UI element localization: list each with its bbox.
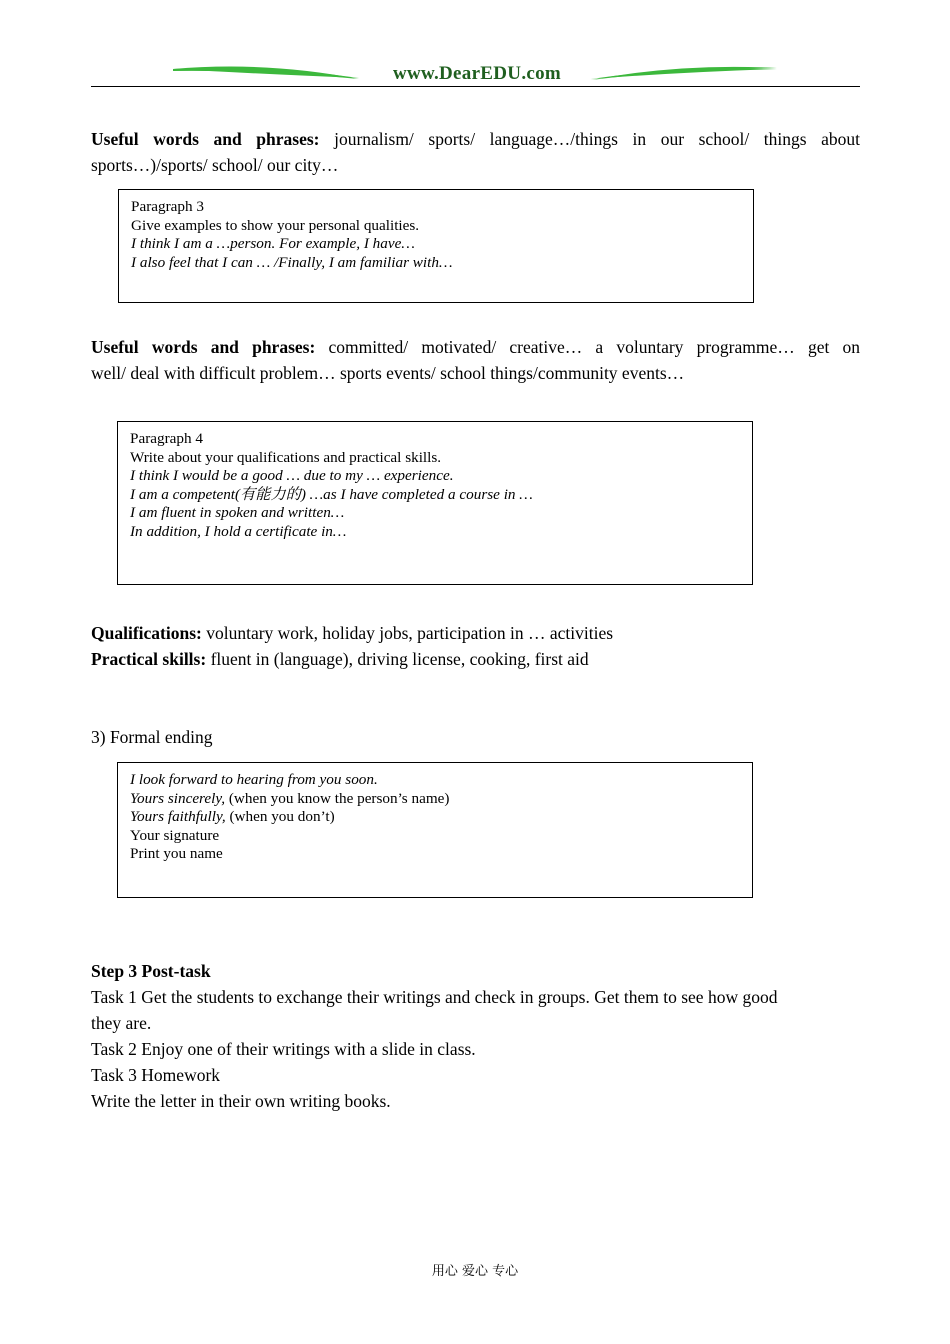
useful-words-2-line2: well/ deal with difficult problem… sports events/ school things/community events…: [91, 363, 685, 383]
useful-words-1: [91, 126, 860, 152]
useful-words-text: committed/ motivated/ creative… a voluntary programme… get on: [315, 337, 860, 357]
useful-words-1-line2: sports…)/sports/ school/ our city…: [91, 155, 339, 175]
formal-ending-box: [117, 762, 753, 898]
box-line: Give examples to show your personal qualities.: [131, 216, 420, 234]
box-line: Yours faithfully, (when you don’t): [130, 808, 335, 826]
practical-skills-label: Practical skills:: [91, 649, 207, 669]
box-line: Your signature: [130, 826, 220, 844]
header-divider: [91, 86, 860, 87]
task1-line1: Task 1 Get the students to exchange their writings and check in groups. Get them to see how good: [91, 987, 778, 1007]
useful-words-2: [91, 334, 860, 360]
task3: Task 3 Homework: [91, 1065, 221, 1085]
step3-heading: Step 3 Post-task: [91, 961, 211, 981]
paragraph-4-box: [117, 421, 753, 585]
box-line: Write about your qualifications and practical skills.: [130, 448, 442, 466]
useful-words-label: Useful words and phrases:: [91, 337, 316, 357]
qualifications-line: [91, 620, 860, 646]
qualifications-label: Qualifications:: [91, 623, 202, 643]
box-line: I think I am a …person. For example, I have…: [131, 235, 415, 253]
box-line: I also feel that I can … /Finally, I am familiar with…: [131, 253, 453, 271]
box-line: In addition, I hold a certificate in…: [130, 522, 347, 540]
box-title: Paragraph 4: [130, 430, 203, 447]
useful-words-text: journalism/ sports/ language…/things in our school/ things about: [319, 129, 861, 149]
box-line: I am fluent in spoken and written…: [130, 504, 345, 522]
practical-skills-line: [91, 646, 860, 672]
page-header: [91, 62, 860, 88]
paragraph-3-box: [118, 189, 754, 303]
qualifications-text: voluntary work, holiday jobs, participation in … activities: [201, 623, 614, 643]
box-line: I think I would be a good … due to my … experience.: [130, 467, 454, 485]
formal-ending-heading: 3) Formal ending: [91, 727, 213, 747]
useful-words-label: Useful words and phrases:: [91, 129, 320, 149]
box-line: I am a competent(有能力的) …as I have completed a course in …: [130, 485, 533, 503]
box-title: Paragraph 3: [131, 198, 204, 215]
box-line: I look forward to hearing from you soon.: [130, 771, 378, 788]
box-line: Yours sincerely, (when you know the person’s name): [130, 789, 450, 807]
practical-skills-text: fluent in (language), driving license, cooking, first aid: [206, 649, 589, 669]
site-logo-text: www.DearEDU.com: [392, 63, 562, 84]
page-footer: 用心 爱心 专心: [431, 1264, 519, 1279]
homework-text: Write the letter in their own writing books.: [91, 1091, 391, 1111]
box-line: Print you name: [130, 845, 223, 863]
task1-line2: they are.: [91, 1013, 152, 1033]
task2: Task 2 Enjoy one of their writings with a slide in class.: [91, 1039, 476, 1059]
